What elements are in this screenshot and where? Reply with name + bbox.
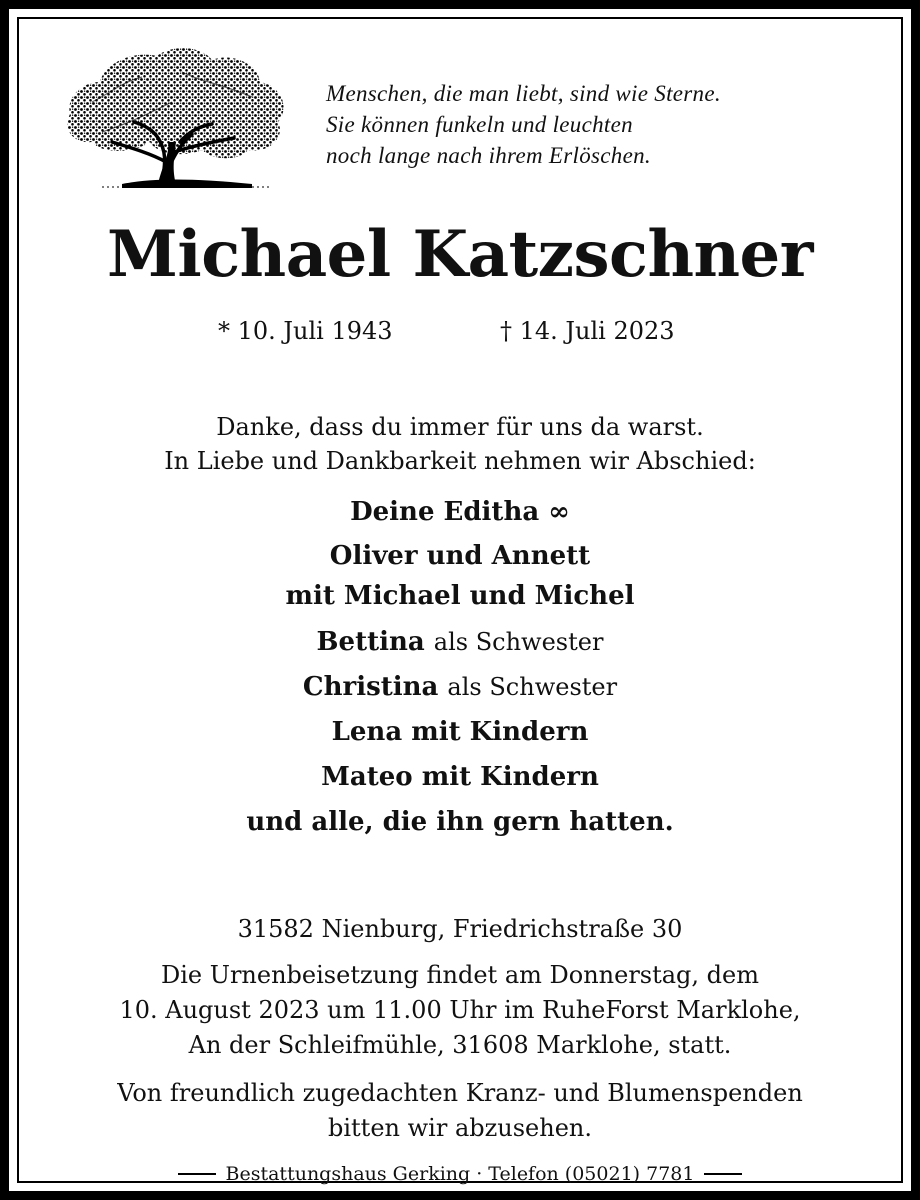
mourner-bettina-relation: als Schwester [433, 628, 604, 656]
footer-rule-right [704, 1173, 742, 1175]
mourner-lena: Lena mit Kindern [331, 717, 589, 747]
mourner-bettina-name: Bettina [316, 627, 425, 657]
tree-icon [62, 42, 292, 192]
footer-rule-left [178, 1173, 216, 1175]
mourner-all: und alle, die ihn gern hatten. [246, 807, 674, 837]
quote-line-2: Sie können funkeln und leuchten [326, 112, 633, 137]
deceased-name: Michael Katzschner [107, 217, 813, 292]
mourner-oliver-children: mit Michael und Michel [285, 581, 635, 611]
mourner-mateo: Mateo mit Kindern [321, 762, 599, 792]
quote-line-1: Menschen, die man liebt, sind wie Sterne. [326, 81, 721, 106]
death-date: † 14. Juli 2023 [500, 317, 675, 345]
footer [0, 1160, 920, 1187]
ceremony-line-1: Die Urnenbeisetzung findet am Donnerstag, dem [160, 961, 760, 989]
mourner-christina-relation: als Schwester [447, 673, 618, 701]
life-dates [0, 314, 920, 348]
donations-line-1: Von freundlich zugedachten Kranz- und Blumenspenden [117, 1079, 803, 1107]
ceremony-line-3: An der Schleifmühle, 31608 Marklohe, statt. [188, 1031, 732, 1059]
intro-line-1: Danke, dass du immer für uns da warst. [216, 413, 704, 441]
mourner-bettina [0, 620, 920, 664]
mourner-oliver: Oliver und Annett [329, 541, 591, 571]
funeral-home-contact: Bestattungshaus Gerking · Telefon (05021) 7781 [225, 1163, 695, 1185]
ceremony-line-2: 10. August 2023 um 11.00 Uhr im RuheForst Marklohe, [119, 996, 801, 1024]
donations-line-2: bitten wir abzusehen. [328, 1114, 592, 1142]
birth-date: * 10. Juli 1943 [218, 317, 393, 345]
address: 31582 Nienburg, Friedrichstraße 30 [237, 915, 683, 943]
quote-line-3: noch lange nach ihrem Erlöschen. [326, 143, 651, 168]
mourner-christina-name: Christina [302, 672, 439, 702]
intro-line-2: In Liebe und Dankbarkeit nehmen wir Abschied: [164, 447, 756, 475]
mourner-christina [0, 665, 920, 709]
mourner-editha: Deine Editha ∞ [350, 497, 570, 527]
quote [326, 78, 886, 171]
